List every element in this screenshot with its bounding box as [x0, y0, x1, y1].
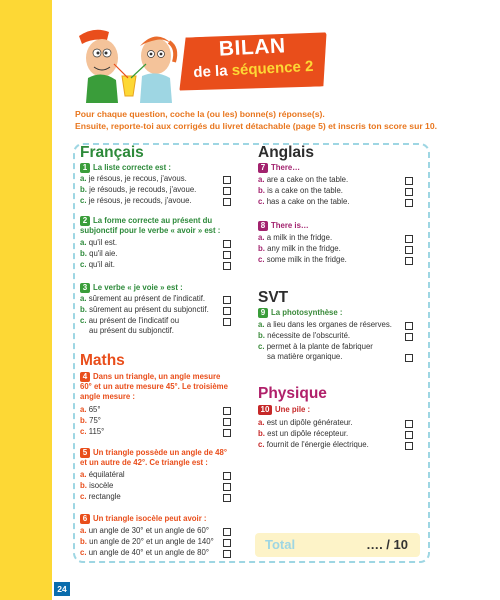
question-number: 5 [80, 448, 90, 458]
answer-6a [80, 526, 209, 536]
checkbox-2b[interactable] [223, 251, 231, 259]
answer-text: je résouds, je recouds, j'avoue. [89, 185, 197, 194]
checkbox-1a[interactable] [223, 176, 231, 184]
answer-5a [80, 470, 125, 480]
question-text: Un triangle possède un angle de 48° [93, 448, 227, 457]
answer-9b [258, 331, 350, 341]
checkbox-6c[interactable] [223, 550, 231, 558]
question-text: La photosynthèse : [271, 308, 343, 317]
question-number: 1 [80, 163, 90, 173]
answer-1b [80, 185, 196, 195]
answer-letter: a. [80, 405, 87, 414]
section-title-anglais: Anglais [258, 144, 314, 161]
banner-title: BILAN [218, 34, 287, 61]
answer-text-2: au présent du subjonctif. [89, 326, 174, 336]
answer-letter: b. [258, 429, 265, 438]
checkbox-5a[interactable] [223, 472, 231, 480]
answer-letter: a. [80, 294, 87, 303]
answer-6c [80, 548, 209, 558]
total-score[interactable]: …. / 10 [366, 537, 408, 552]
question-7 [258, 163, 300, 173]
answer-text: qu'il est. [88, 238, 118, 247]
section-title-svt: SVT [258, 289, 289, 306]
answer-text: 115° [88, 427, 105, 436]
answer-10a [258, 418, 353, 428]
answer-text: any milk in the fridge. [267, 244, 341, 253]
answer-4c [80, 427, 104, 437]
answer-text: are a cake on the table. [266, 175, 349, 184]
answer-text: is a cake on the table. [267, 186, 343, 195]
answer-letter: a. [80, 526, 87, 535]
answer-6b [80, 537, 214, 547]
checkbox-2a[interactable] [223, 240, 231, 248]
question-3 [80, 283, 183, 293]
question-number: 2 [80, 216, 90, 226]
answer-letter: a. [80, 174, 87, 183]
instructions [75, 108, 485, 132]
answer-5b [80, 481, 113, 491]
checkbox-3b[interactable] [223, 307, 231, 315]
answer-8b [258, 244, 341, 254]
checkbox-4c[interactable] [223, 429, 231, 437]
answer-text: a milk in the fridge. [266, 233, 333, 242]
answer-text: a lieu dans les organes de réserves. [266, 320, 392, 329]
answer-5c [80, 492, 121, 502]
answer-text: est un dipôle générateur. [266, 418, 353, 427]
question-8 [258, 221, 309, 231]
answer-text: au présent de l'indicatif ou [88, 316, 180, 325]
question-2 [80, 216, 220, 236]
question-4 [80, 372, 228, 403]
answer-text: qu'il ait. [88, 260, 115, 269]
checkbox-1b[interactable] [223, 187, 231, 195]
question-number: 10 [258, 405, 272, 415]
checkbox-6b[interactable] [223, 539, 231, 547]
question-number: 8 [258, 221, 268, 231]
answer-letter: c. [80, 427, 87, 436]
answer-3a [80, 294, 205, 304]
checkbox-6a[interactable] [223, 528, 231, 536]
answer-10c [258, 440, 369, 450]
answer-8a [258, 233, 332, 243]
question-text-2: et un autre de 42°. Ce triangle est : [80, 458, 208, 468]
section-title-maths: Maths [80, 352, 125, 369]
question-text: Une pile : [275, 405, 311, 414]
answer-letter: c. [258, 342, 265, 351]
question-text: There… [271, 163, 301, 172]
answer-text-2: sa matière organique. [267, 352, 343, 362]
answer-2c [80, 260, 115, 270]
bilan-banner [177, 30, 330, 94]
answer-letter: c. [80, 196, 87, 205]
checkbox-5c[interactable] [223, 494, 231, 502]
answer-letter: b. [80, 249, 87, 258]
answer-letter: b. [80, 305, 87, 314]
answer-9c [258, 342, 373, 362]
checkbox-10a[interactable] [405, 420, 413, 428]
answer-letter: b. [80, 537, 87, 546]
question-number: 4 [80, 372, 90, 382]
question-number: 7 [258, 163, 268, 173]
answer-letter: b. [80, 416, 87, 425]
answer-text: rectangle [88, 492, 121, 501]
answer-text: 75° [89, 416, 101, 425]
checkbox-3a[interactable] [223, 296, 231, 304]
answer-10b [258, 429, 348, 439]
answer-2b [80, 249, 117, 259]
answer-letter: c. [258, 255, 265, 264]
checkbox-4b[interactable] [223, 418, 231, 426]
answer-letter: b. [258, 244, 265, 253]
answer-8c [258, 255, 347, 265]
question-text: La liste correcte est : [93, 163, 172, 172]
answer-text: sûrement au présent du subjonctif. [89, 305, 209, 314]
section-title-physique: Physique [258, 385, 327, 402]
checkbox-2c[interactable] [223, 262, 231, 270]
question-9 [258, 308, 342, 318]
question-10 [258, 405, 310, 415]
answer-text: équilatéral [88, 470, 125, 479]
answer-letter: a. [258, 418, 265, 427]
checkbox-10c[interactable] [405, 442, 413, 450]
checkbox-3c[interactable] [223, 318, 231, 326]
answer-7a [258, 175, 348, 185]
answer-text: isocèle [89, 481, 114, 490]
answer-7c [258, 197, 349, 207]
answer-3c [80, 316, 179, 336]
answer-text: un angle de 40° et un angle de 80° [88, 548, 209, 557]
answer-letter: c. [80, 260, 87, 269]
question-text-3: angle mesure : [80, 392, 136, 402]
answer-1c [80, 196, 192, 206]
checkbox-10b[interactable] [405, 431, 413, 439]
answer-9a [258, 320, 392, 330]
answer-4a [80, 405, 100, 415]
answer-text: est un dipôle récepteur. [267, 429, 349, 438]
question-text: Un triangle isocèle peut avoir : [93, 514, 207, 523]
question-text-2: subjonctif pour le verbe « avoir » est : [80, 226, 221, 236]
answer-3b [80, 305, 209, 315]
checkbox-8b[interactable] [405, 246, 413, 254]
answer-text: has a cake on the table. [266, 197, 350, 206]
checkbox-7b[interactable] [405, 188, 413, 196]
answer-text: qu'il aie. [89, 249, 118, 258]
answer-text: permet à la plante de fabriquer [266, 342, 373, 351]
kids-illustration [74, 18, 184, 103]
answer-letter: b. [258, 186, 265, 195]
answer-letter: a. [258, 320, 265, 329]
answer-text: je résous, je recouds, j'avoue. [88, 196, 192, 205]
question-text-2: 60° et un autre mesure 45°. Le troisième [80, 382, 228, 392]
question-6 [80, 514, 207, 524]
section-title-francais: Français [80, 144, 144, 161]
answer-text: sûrement au présent de l'indicatif. [88, 294, 206, 303]
answer-text: un angle de 30° et un angle de 60° [88, 526, 209, 535]
answer-letter: c. [258, 197, 265, 206]
page-number: 24 [54, 582, 70, 596]
question-text: Dans un triangle, un angle mesure [93, 372, 221, 381]
checkbox-9b[interactable] [405, 333, 413, 341]
answer-1a [80, 174, 187, 184]
question-number: 3 [80, 283, 90, 293]
subtitle-highlight: séquence 2 [231, 57, 314, 80]
question-text: There is… [271, 221, 309, 230]
question-5 [80, 448, 227, 468]
answer-text: some milk in the fridge. [266, 255, 347, 264]
checkbox-7c[interactable] [405, 199, 413, 207]
question-number: 6 [80, 514, 90, 524]
answer-text: 65° [88, 405, 101, 414]
total-label: Total [265, 537, 296, 552]
checkbox-9a[interactable] [405, 322, 413, 330]
answer-text: je résous, je recous, j'avous. [88, 174, 187, 183]
question-number: 9 [258, 308, 268, 318]
instructions-line-1: Pour chaque question, coche la (ou les) bonne(s) réponse(s). [75, 109, 325, 119]
answer-letter: c. [80, 548, 87, 557]
answer-letter: c. [80, 492, 87, 501]
question-text: Le verbe « je voie » est : [93, 283, 183, 292]
checkbox-8a[interactable] [405, 235, 413, 243]
checkbox-1c[interactable] [223, 198, 231, 206]
checkbox-4a[interactable] [223, 407, 231, 415]
answer-letter: c. [80, 316, 87, 325]
answer-letter: a. [80, 238, 87, 247]
instructions-line-2: Ensuite, reporte-toi aux corrigés du livret détachable (page 5) et inscris ton score sur 10. [75, 121, 437, 131]
answer-text: fournit de l'énergie électrique. [266, 440, 369, 449]
total-box [255, 533, 420, 557]
answer-2a [80, 238, 117, 248]
question-text: La forme correcte au présent du [93, 216, 213, 225]
question-1 [80, 163, 171, 173]
answer-letter: b. [80, 185, 87, 194]
checkbox-5b[interactable] [223, 483, 231, 491]
answer-text: nécessite de l'obscurité. [267, 331, 351, 340]
answer-letter: a. [258, 233, 265, 242]
answer-letter: a. [258, 175, 265, 184]
checkbox-8c[interactable] [405, 257, 413, 265]
checkbox-7a[interactable] [405, 177, 413, 185]
checkbox-9c[interactable] [405, 354, 413, 362]
answer-letter: c. [258, 440, 265, 449]
answer-letter: a. [80, 470, 87, 479]
answer-letter: b. [80, 481, 87, 490]
answer-4b [80, 416, 101, 426]
subtitle-prefix: de la [192, 62, 229, 82]
answer-text: un angle de 20° et un angle de 140° [89, 537, 214, 546]
answer-7b [258, 186, 343, 196]
answer-letter: b. [258, 331, 265, 340]
